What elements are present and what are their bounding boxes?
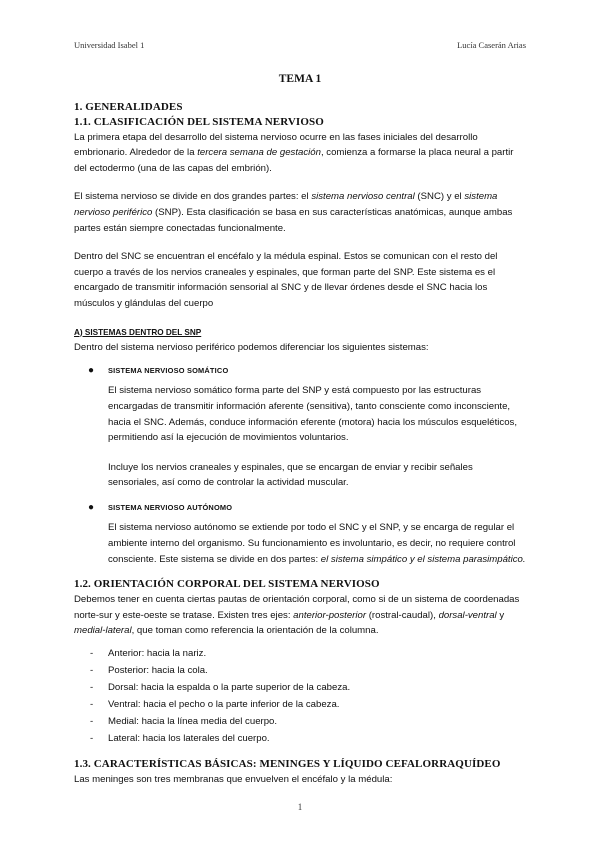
orientation-list <box>74 645 526 747</box>
list-item: - Medial: hacia la línea media del cuerpo. <box>90 716 278 728</box>
page-number: 1 <box>297 802 303 812</box>
header-left: Universidad Isabel 1 <box>74 40 145 50</box>
paragraph-somatico-2: Incluye los nervios craneales y espinales, que se encargan de enviar y recibir señales sensoriales, así como de controlar la actividad muscular. <box>108 461 473 489</box>
list-item: - Lateral: hacia los laterales del cuerpo. <box>90 733 270 745</box>
bullet-autonomo: ● SISTEMA NERVIOSO AUTÓNOMO <box>74 500 526 516</box>
paragraph-desarrollo: La primera etapa del desarrollo del sistema nervioso ocurre en las fases iniciales del desarrollo embrionario. Alrededor de la tercera semana de gestación, comienza a formarse la placa neural a partir del ectodermo (una de las capas del embrión). <box>74 131 514 174</box>
paragraph-meninges: Las meninges son tres membranas que envuelven el encéfalo y la médula: <box>74 774 393 786</box>
list-item: - Posterior: hacia la cola. <box>90 665 208 677</box>
paragraph-snp-intro: Dentro del sistema nervioso periférico podemos diferenciar los siguientes sistemas: <box>74 342 429 354</box>
subsection-heading-snp: A) SISTEMAS DENTRO DEL SNP <box>74 327 202 337</box>
list-item: - Ventral: hacia el pecho o la parte inferior de la cabeza. <box>90 699 340 711</box>
paragraph-snc: Dentro del SNC se encuentran el encéfalo y la médula espinal. Estos se comunican con el resto del cuerpo a través de los nervios craneales y espinales, que forman parte del SNP. Este sistema es el encargado de transmitir información sensorial al SNC y de llevar órdenes desde el SNC hacia los músculos y glándulas del cuerpo <box>74 251 498 309</box>
page-content <box>74 72 526 788</box>
list-item: - Dorsal: hacia la espalda o la parte superior de la cabeza. <box>90 682 351 694</box>
bullet-dot-icon: ● <box>88 501 95 513</box>
section-heading-generalidades: 1. GENERALIDADES <box>74 100 183 113</box>
paragraph-orientacion: Debemos tener en cuenta ciertas pautas de orientación corporal, como si de un sistema de coordenadas norte-sur y este-oeste se tratase. Existen tres ejes: anterior-posterior (rostral-caudal), dorsal-ventral y medial-lateral, que toman como referencia la orientación de la columna. <box>74 594 520 637</box>
list-item: - Anterior: hacia la nariz. <box>90 648 207 660</box>
page-title: TEMA 1 <box>278 73 322 85</box>
section-heading-meninges: 1.3. CARACTERÍSTICAS BÁSICAS: MENINGES Y LÍQUIDO CEFALORRAQUÍDEO <box>74 758 501 771</box>
bullet-dot-icon: ● <box>88 364 95 376</box>
paragraph-somatico-1: El sistema nervioso somático forma parte del SNP y está compuesto por las estructuras encargadas de transmitir información aferente (sensitiva), tanto consciente como inconsciente, hacia el SNC. Además, conduce información eferente (motora) hacia los músculos esqueléticos, permitiendo así la ejecución de movimientos voluntarios. <box>108 385 518 444</box>
paragraph-division: El sistema nervioso se divide en dos grandes partes: el sistema nervioso central (SNC) y el sistema nervioso periférico (SNP). Esta clasificación se basa en sus características anatómicas, aunque ambas partes están siempre conectadas funcionalmente. <box>74 191 513 234</box>
section-heading-clasificacion: 1.1. CLASIFICACIÓN DEL SISTEMA NERVIOSO <box>74 115 324 128</box>
bullet-somatico: ● SISTEMA NERVIOSO SOMÁTICO <box>74 363 526 379</box>
header-right: Lucía Caserán Arias <box>457 40 526 50</box>
section-heading-orientacion: 1.2. ORIENTACIÓN CORPORAL DEL SISTEMA NERVIOSO <box>74 578 380 591</box>
paragraph-autonomo: El sistema nervioso autónomo se extiende por todo el SNC y el SNP, y se encarga de regular el ambiente interno del organismo. Su funcionamiento es involuntario, es decir, no requiere control consciente. Este sistema se divide en dos partes: el sistema simpático y el sistema parasimpático. <box>108 522 526 565</box>
